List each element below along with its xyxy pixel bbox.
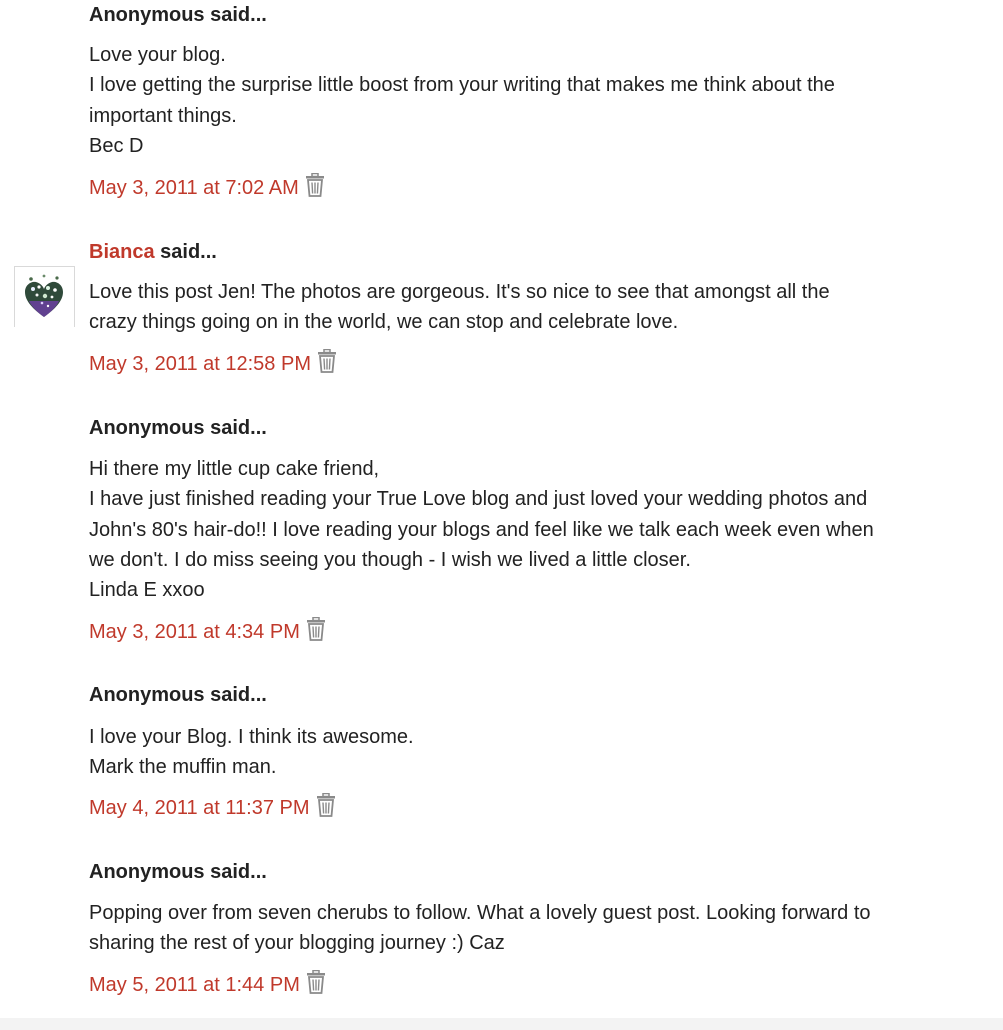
said-label: said... xyxy=(204,684,267,706)
comment-line: Bec D xyxy=(89,134,144,157)
trash-icon[interactable] xyxy=(305,617,327,641)
comment-footer xyxy=(89,174,326,202)
comment-body xyxy=(89,454,969,605)
trash-icon[interactable] xyxy=(305,970,327,994)
comment-author-line xyxy=(89,681,267,709)
comment-footer xyxy=(89,971,327,999)
comment-line: I love getting the surprise little boost from your writing that makes me think about the xyxy=(89,74,835,97)
comment-author-line xyxy=(89,1,267,29)
page-bottom-divider xyxy=(0,1018,1003,1030)
comment-author: Anonymous xyxy=(89,4,205,26)
said-label: said... xyxy=(154,241,217,263)
trash-icon[interactable] xyxy=(316,349,338,373)
comment-line: I have just finished reading your True Love blog and just loved your wedding photos and xyxy=(89,488,868,511)
heart-avatar-icon xyxy=(25,275,63,317)
comment-footer xyxy=(89,618,327,646)
comment-line: Mark the muffin man. xyxy=(89,756,277,779)
trash-icon[interactable] xyxy=(304,173,326,197)
said-label: said... xyxy=(204,4,267,26)
comment-body xyxy=(89,898,969,959)
comment-body xyxy=(89,40,969,161)
comment-author-line xyxy=(89,858,267,886)
comment-timestamp-link[interactable]: May 3, 2011 at 4:34 PM xyxy=(89,621,300,643)
comment-author-line xyxy=(89,414,267,442)
comment-line: Linda E xxoo xyxy=(89,579,205,602)
comment-author: Anonymous xyxy=(89,417,205,439)
comment-line: Hi there my little cup cake friend, xyxy=(89,458,380,480)
comment-author-link[interactable]: Bianca xyxy=(89,241,155,263)
comment-body xyxy=(89,722,969,783)
trash-icon[interactable] xyxy=(315,793,337,817)
comment-footer xyxy=(89,794,337,822)
avatar[interactable] xyxy=(14,266,75,327)
comment-author: Anonymous xyxy=(89,861,205,883)
said-label: said... xyxy=(204,861,267,883)
comment-line: John's 80's hair-do!! I love reading your blogs and feel like we talk each week even when xyxy=(89,518,874,541)
comment-line: crazy things going on in the world, we can stop and celebrate love. xyxy=(89,311,679,334)
comment-timestamp-link[interactable]: May 4, 2011 at 11:37 PM xyxy=(89,797,310,819)
comment-line: sharing the rest of your blogging journey :) Caz xyxy=(89,932,505,955)
comment-author-line xyxy=(89,238,217,266)
comment-line: Popping over from seven cherubs to follow. What a lovely guest post. Looking forward to xyxy=(89,902,871,924)
comment-footer xyxy=(89,350,338,378)
comment-author: Anonymous xyxy=(89,684,205,706)
comment-line: Love your blog. xyxy=(89,44,226,66)
comment-line: we don't. I do miss seeing you though - I wish we lived a little closer. xyxy=(89,548,691,571)
comment-timestamp-link[interactable]: May 5, 2011 at 1:44 PM xyxy=(89,974,300,996)
comment-line: I love your Blog. I think its awesome. xyxy=(89,726,414,748)
comment-body xyxy=(89,277,969,338)
comment-timestamp-link[interactable]: May 3, 2011 at 12:58 PM xyxy=(89,353,311,375)
comment-line: important things. xyxy=(89,104,237,127)
comment-timestamp-link[interactable]: May 3, 2011 at 7:02 AM xyxy=(89,177,299,199)
comment-line: Love this post Jen! The photos are gorgeous. It's so nice to see that amongst all the xyxy=(89,281,830,303)
said-label: said... xyxy=(204,417,267,439)
